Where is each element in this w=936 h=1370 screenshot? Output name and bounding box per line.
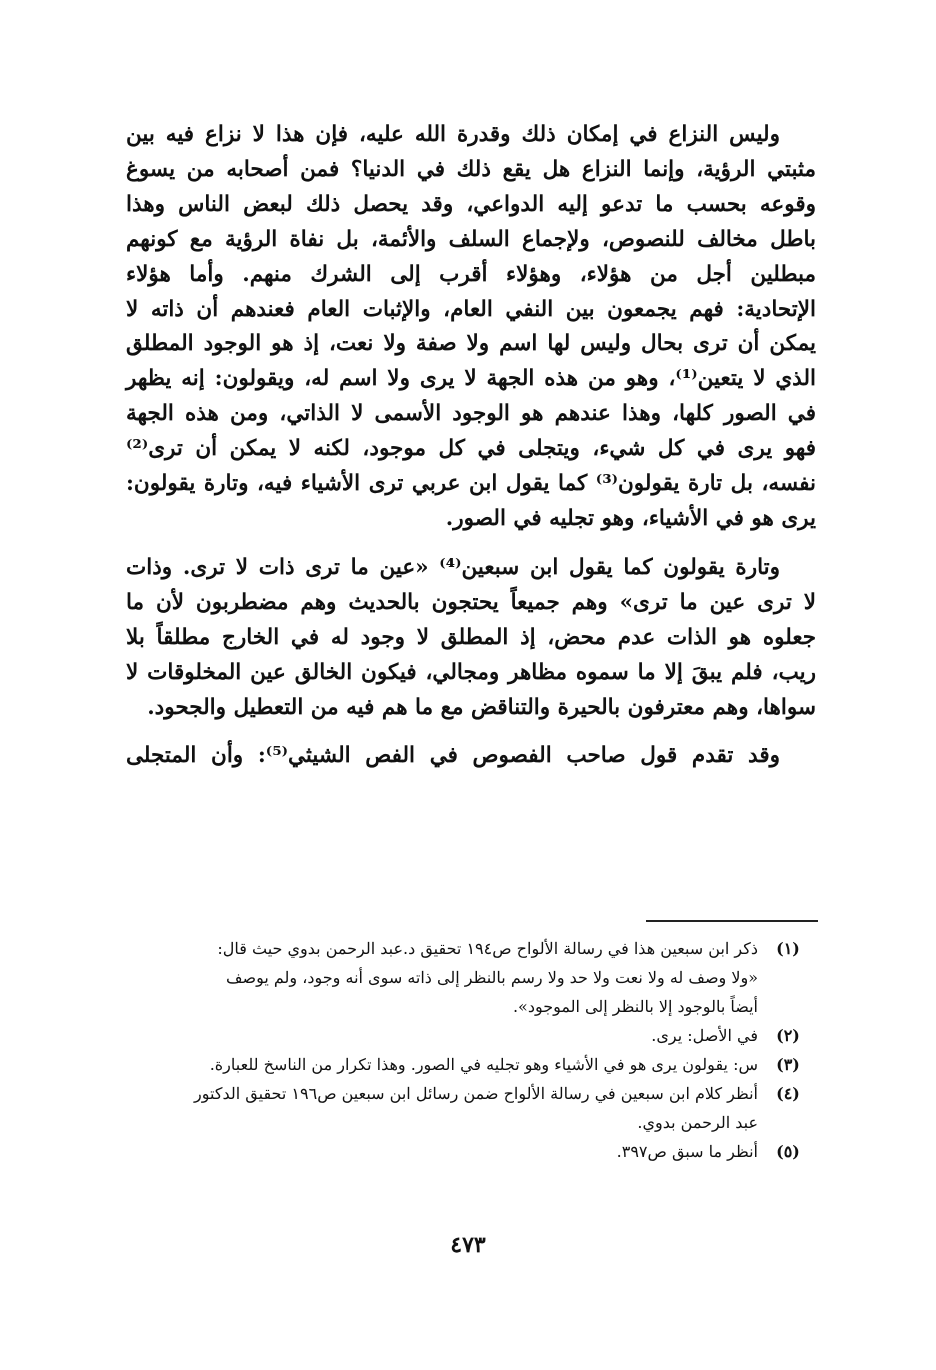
text-line: مبطلين أجل من هؤلاء، وهؤلاء أقرب إلى الشرك منهم. وأما هؤلاء — [126, 261, 816, 287]
text-line: مثبتي الرؤية، وإنما النزاع هل يقع ذلك في الدنيا؟ فمن أصحابه من يسوغ — [126, 156, 816, 182]
text-line: وتارة يقولون كما يقول ابن سبعين⁽⁴⁾ «عين ما ترى ذات لا ترى. وذات — [126, 554, 780, 580]
footnote-text — [118, 1137, 758, 1166]
text-line: نفسه، بل تارة يقولون⁽³⁾ كما يقول ابن عربي ترى الأشياء فيه، وتارة يقولون: — [126, 471, 816, 497]
footnote-1 — [118, 934, 818, 1021]
footnote-divider — [646, 920, 818, 922]
text-line: الذي لا يتعين⁽¹⁾، وهو من هذه الجهة لا يرى ولا اسم له، ويقولون: إنه يظهر — [126, 366, 816, 392]
text-line: فهو يرى في كل شيء، ويتجلى في كل موجود، لكنه لا يمكن أن ترى⁽²⁾ — [126, 436, 816, 462]
paragraph-1 — [126, 118, 816, 537]
footnote-4 — [118, 1079, 818, 1137]
footnote-number: (٣) — [776, 1055, 800, 1074]
footnote-text — [118, 934, 758, 1021]
text-line: وقد تقدم قول صاحب الفصوص في الفص الشيثي⁽⁵⁾: وأن المتجلى — [126, 743, 780, 769]
text-line: لا ترى عين ما ترى» وهم جميعاً يحتجون بالحديث وهم مضطربون لأن ما — [126, 589, 816, 615]
text-line: في الصور كلها، وهذا عندهم هو الوجود الأسمى لا الذاتي، ومن هذه الجهة — [126, 401, 816, 427]
footnote-2 — [118, 1021, 818, 1050]
footnote-text — [118, 1021, 758, 1050]
footnote-line: ذكر ابن سبعين هذا في رسالة الألواح ص١٩٤ تحقيق د.عبد الرحمن بدوي حيث قال: — [217, 939, 758, 958]
text-line: الإتحادية: فهم يجمعون بين النفي العام، والإثبات العام فعندهم أن ذاته لا — [126, 296, 816, 322]
footnotes — [118, 934, 818, 1166]
footnote-number: (٢) — [776, 1026, 800, 1045]
main-text — [126, 118, 816, 788]
footnote-text — [118, 1050, 758, 1079]
footnote-number: (١) — [776, 939, 800, 958]
footnote-3 — [118, 1050, 818, 1079]
footnote-line: أنظر ما سبق ص٣٩٧. — [616, 1142, 758, 1161]
footnote-number: (٥) — [776, 1142, 800, 1161]
text-line: جعلوه هو الذات عدم محض، إذ المطلق لا وجود له في الخارج مطلقاً بلا — [126, 624, 816, 650]
text-line: سواها، وهم معترفون بالحيرة والتناقض مع ما هم فيه من التعطيل والجحود. — [147, 694, 816, 720]
footnote-5 — [118, 1137, 818, 1166]
footnote-line: س: يقولون يرى هو في الأشياء وهو تجليه في الصور. وهذا تكرار من الناسخ للعبارة. — [209, 1055, 758, 1074]
paragraph-3 — [126, 739, 816, 774]
text-line: يمكن أن ترى بحال وليس لها اسم ولا صفة ولا نعت، إذ هو الوجود المطلق — [126, 331, 816, 357]
footnote-line: أنظر كلام ابن سبعين في رسالة الألواح ضمن رسائل ابن سبعين ص١٩٦ تحقيق الدكتور — [194, 1084, 758, 1103]
footnote-line: «ولا وصف له ولا نعت ولا حد ولا رسم بالنظر إلى ذاته سوى أنه وجود، ولم يوصف — [225, 968, 758, 987]
paragraph-2 — [126, 551, 816, 726]
text-line: وليس النزاع في إمكان ذلك وقدرة الله عليه، فإن هذا لا نزاع فيه بين — [126, 122, 780, 147]
footnote-line: عبد الرحمن بدوي. — [637, 1113, 758, 1132]
text-line: وقوعه بحسب ما تدعو إليه الدواعي، وقد يحصل ذلك لبعض الناس وهذا — [126, 191, 816, 217]
footnote-line: في الأصل: يرى. — [651, 1026, 758, 1045]
footnote-number: (٤) — [776, 1084, 800, 1103]
text-line: ريب، فلم يبقَ إلا ما سموه مظاهر ومجالي، فيكون الخالق عين المخلوقات لا — [126, 659, 816, 685]
footnote-text — [118, 1079, 758, 1137]
page-number: ٤٧٣ — [450, 1232, 486, 1258]
footnote-line: أيضاً بالوجود إلا بالنظر إلى الموجود». — [512, 997, 758, 1016]
text-line: باطل مخالف للنصوص، ولإجماع السلف والأئمة، بل نفاة الرؤية مع كونهم — [126, 226, 816, 252]
text-line: يرى هو في الأشياء، وهو تجليه في الصور. — [445, 505, 816, 531]
